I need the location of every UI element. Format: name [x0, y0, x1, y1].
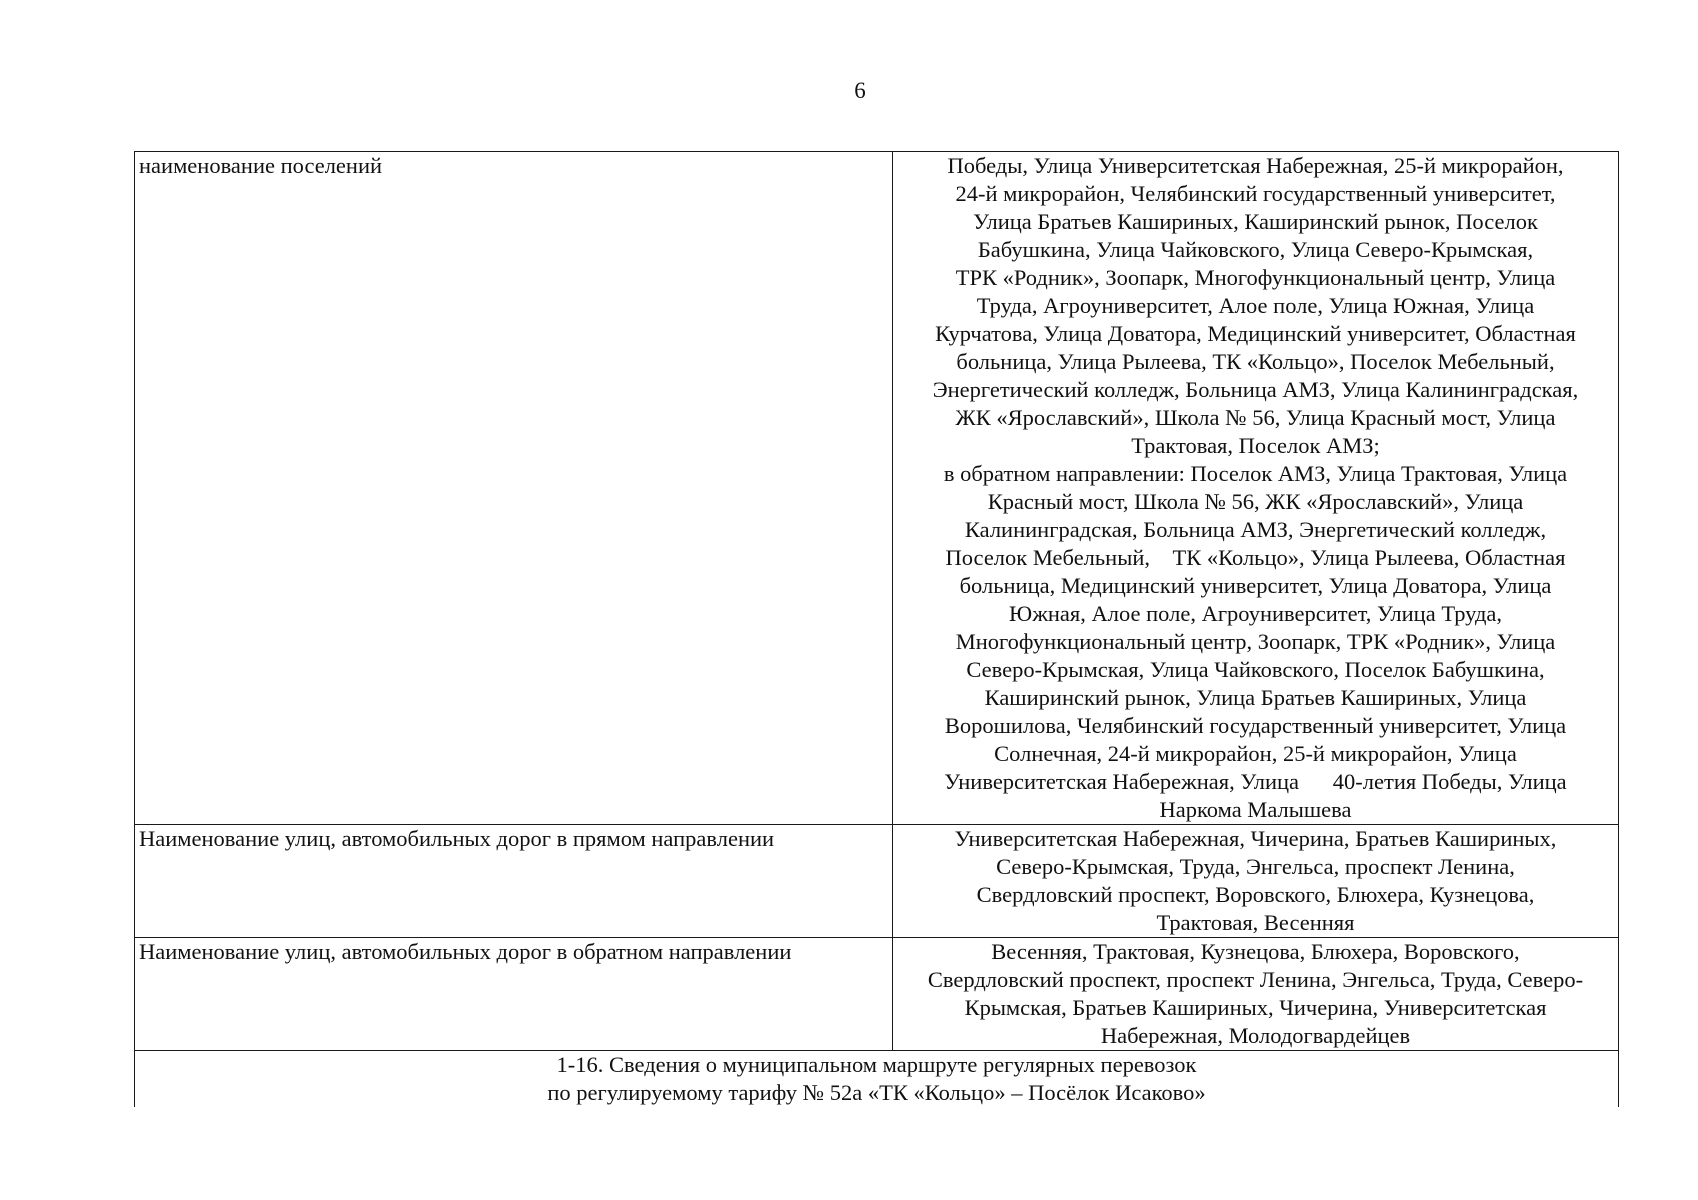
value-line: Труда, Агроуниверситет, Алое поле, Улица Южная, Улица: [976, 293, 1535, 318]
value-line: больница, Улица Рылеева, ТК «Кольцо», Поселок Мебельный,: [956, 349, 1555, 374]
value-line: Университетская Набережная, Улица 40-летия Победы, Улица: [944, 769, 1567, 794]
value-line: Улица Братьев Кашириных, Каширинский рынок, Поселок: [973, 209, 1538, 234]
row-value: [893, 152, 1619, 825]
value-line: Набережная, Молодогвардейцев: [1100, 1023, 1411, 1048]
value-line: в обратном направлении: Поселок АМЗ, Улица Трактовая, Улица: [943, 461, 1568, 486]
value-line: Калининградская, Больница АМЗ, Энергетический колледж,: [964, 517, 1547, 542]
value-line: Южная, Алое поле, Агроуниверситет, Улица Труда,: [1008, 601, 1503, 626]
value-line: Весенняя, Трактовая, Кузнецова, Блюхера, Воровского,: [991, 939, 1520, 964]
table-row: [135, 152, 1619, 825]
row-value: [893, 825, 1619, 938]
value-line: Свердловский проспект, Воровского, Блюхера, Кузнецова,: [976, 882, 1535, 907]
value-line: Курчатова, Улица Доватора, Медицинский университет, Областная: [935, 321, 1576, 346]
row-value: [893, 938, 1619, 1051]
value-line: Наркома Малышева: [1159, 797, 1352, 822]
value-line: Поселок Мебельный, ТК «Кольцо», Улица Рылеева, Областная: [945, 545, 1566, 570]
table-row: [135, 825, 1619, 938]
value-line: ЖК «Ярославский», Школа № 56, Улица Красный мост, Улица: [955, 405, 1556, 430]
value-line: Каширинский рынок, Улица Братьев Кашириных, Улица: [984, 685, 1527, 710]
section-title: [135, 1051, 1619, 1108]
value-line: Университетская Набережная, Чичерина, Братьев Кашириных,: [954, 826, 1557, 851]
section-header-row: [135, 1051, 1619, 1108]
value-line: Северо-Крымская, Улица Чайковского, Поселок Бабушкина,: [966, 657, 1545, 682]
value-line: Трактовая, Поселок АМЗ;: [1131, 433, 1380, 458]
value-line: 24-й микрорайон, Челябинский государственный университет,: [955, 181, 1556, 206]
page-number: 6: [854, 78, 866, 103]
value-line: Крымская, Братьев Кашириных, Чичерина, Университетская: [964, 995, 1547, 1020]
value-line: Победы, Улица Университетская Набережная, 25-й микрорайон,: [947, 153, 1564, 178]
value-line: Свердловский проспект, проспект Ленина, Энгельса, Труда, Северо-: [927, 967, 1584, 992]
value-line: больница, Медицинский университет, Улица Доватора, Улица: [959, 573, 1552, 598]
value-line: Трактовая, Весенняя: [1156, 910, 1355, 935]
value-line: Красный мост, Школа № 56, ЖК «Ярославский», Улица: [987, 489, 1524, 514]
row-label: наименование поселений: [135, 152, 893, 825]
value-line: Ворошилова, Челябинский государственный университет, Улица: [944, 713, 1567, 738]
table-row: [135, 938, 1619, 1051]
section-title-line: 1-16. Сведения о муниципальном маршруте регулярных перевозок: [556, 1052, 1197, 1077]
row-label: Наименование улиц, автомобильных дорог в обратном направлении: [135, 938, 893, 1051]
row-label: Наименование улиц, автомобильных дорог в прямом направлении: [135, 825, 893, 938]
value-line: Энергетический колледж, Больница АМЗ, Улица Калининградская,: [932, 377, 1579, 402]
value-line: Солнечная, 24-й микрорайон, 25-й микрорайон, Улица: [994, 741, 1517, 766]
value-line: Многофункциональный центр, Зоопарк, ТРК «Родник», Улица: [955, 629, 1556, 654]
route-info-table: [134, 151, 1619, 1107]
value-line: ТРК «Родник», Зоопарк, Многофункциональный центр, Улица: [955, 265, 1556, 290]
value-line: Северо-Крымская, Труда, Энгельса, проспект Ленина,: [996, 854, 1515, 879]
section-title-line: по регулируемому тарифу № 52а «ТК «Кольцо» – Посёлок Исаково»: [547, 1080, 1206, 1105]
value-line: Бабушкина, Улица Чайковского, Улица Северо-Крымская,: [977, 237, 1534, 262]
